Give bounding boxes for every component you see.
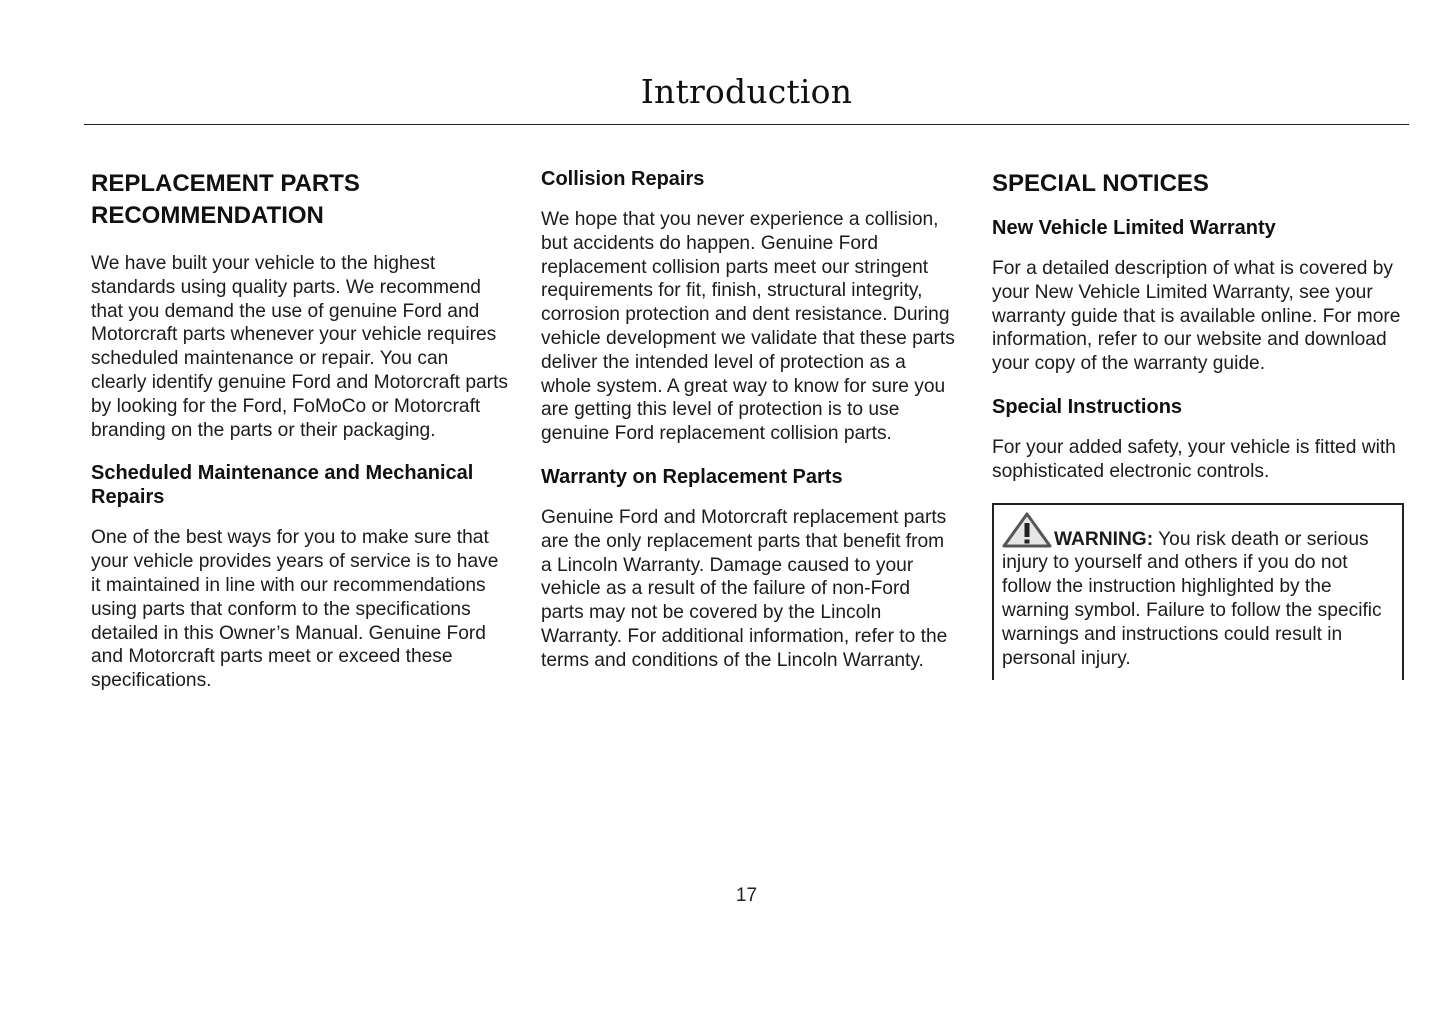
page-title: Introduction bbox=[640, 72, 853, 111]
subheading-warranty-replacement-parts: Warranty on Replacement Parts bbox=[541, 465, 843, 488]
subheading-special-instructions: Special Instructions bbox=[992, 395, 1183, 418]
warning-label: WARNING: bbox=[1054, 528, 1154, 550]
column-special-notices bbox=[992, 168, 1404, 680]
title-divider bbox=[84, 124, 1409, 125]
warning-body: You risk death or serious injury to yourself and others if you do not follow the instruction highlighted by the warning symbol. Failure to follow the specific warnings and instructions could result in personal injury. bbox=[1002, 528, 1382, 669]
section-heading-special-notices: SPECIAL NOTICES bbox=[992, 170, 1209, 197]
column-replacement-parts bbox=[91, 168, 509, 712]
page-number: 17 bbox=[735, 885, 758, 906]
subheading-collision-repairs: Collision Repairs bbox=[541, 168, 705, 190]
special-instructions-paragraph: For your added safety, your vehicle is fitted with sophisticated electronic controls. bbox=[992, 436, 1396, 482]
subheading-new-vehicle-warranty: New Vehicle Limited Warranty bbox=[992, 217, 1276, 239]
warning-triangle-icon bbox=[1002, 512, 1052, 548]
new-vehicle-warranty-paragraph: For a detailed description of what is covered by your New Vehicle Limited Warranty, see your warranty guide that is available online. For more information, refer to our website and download your copy of the warranty guide. bbox=[992, 258, 1401, 375]
collision-repairs-paragraph: We hope that you never experience a collision, but accidents do happen. Genuine Ford replacement collision parts meet our stringent requirements for fit, finish, structural integrity, corrosion protection and dent resistance. During vehicle development we validate that these parts deliver the intended level of protection as a whole system. A great way to know for sure you are getting this level of protection is to use genuine Ford replacement collision parts. bbox=[541, 209, 955, 445]
subheading-scheduled-maintenance: Scheduled Maintenance and Mechanical Repairs bbox=[91, 462, 474, 509]
replacement-parts-paragraph: We have built your vehicle to the highest standards using quality parts. We recommend that you demand the use of genuine Ford and Motorcraft parts whenever your vehicle requires scheduled maintenance or repair. You can clearly identify genuine Ford and Motorcraft parts by looking for the Ford, FoMoCo or Motorcraft branding on the parts or their packaging. bbox=[91, 253, 509, 441]
warning-box bbox=[992, 503, 1404, 681]
scheduled-maintenance-paragraph: One of the best ways for you to make sure that your vehicle provides years of service is to have it maintained in line with our recommendations using parts that conform to the specifications detailed in this Owner’s Manual. Genuine Ford and Motorcraft parts meet or exceed these specifications. bbox=[91, 527, 499, 692]
section-heading-replacement-parts: REPLACEMENT PARTS RECOMMENDATION bbox=[91, 170, 360, 229]
warranty-replacement-parts-paragraph: Genuine Ford and Motorcraft replacement parts are the only replacement parts that benefit from a Lincoln Warranty. Damage caused to your vehicle as a result of the failure of non-Ford parts may not be covered by the Lincoln Warranty. For additional information, refer to the terms and conditions of the Lincoln Warranty. bbox=[541, 506, 948, 671]
warning-text bbox=[1002, 512, 1394, 671]
column-collision-warranty bbox=[541, 168, 957, 692]
